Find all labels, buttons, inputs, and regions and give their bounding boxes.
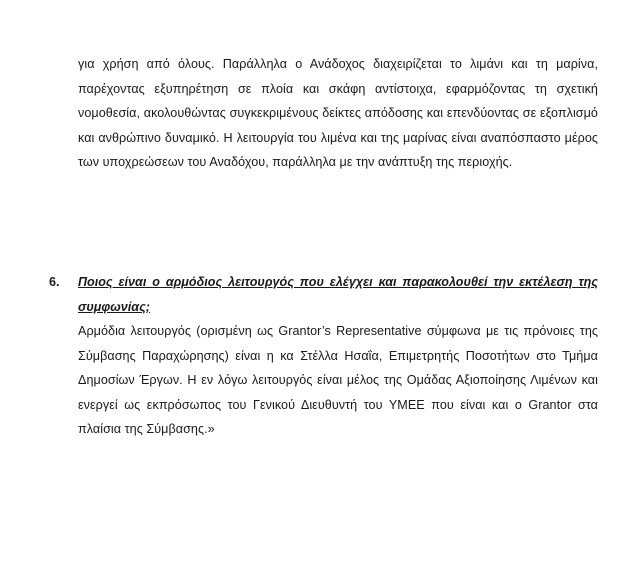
item-number: 6. xyxy=(49,275,60,289)
intro-paragraph: για χρήση από όλους. Παράλληλα ο Ανάδοχος διαχειρίζεται το λιμάνι και τη μαρίνα, παρέχοντας εξυπηρέτηση σε πλοία και σκάφη αντίστοιχα, εφαρμόζοντας τη σχετική νομοθεσία, ακολουθώντας συγκεκριμένους δείκτες απόδοσης και επενδύοντας σε εξοπλισμό και ανθρώπινο δυναμικό. Η λειτουργία του λιμένα και της μαρίνας είναι αναπόσπαστο μέρος των υποχρεώσεων του Αναδόχου, παράλληλα με την ανάπτυξη της περιοχής. xyxy=(78,57,598,170)
answer-paragraph: Αρμόδια λειτουργός (ορισμένη ως Grantor’s Representative σύμφωνα με τις πρόνοιες της Σύμβασης Παραχώρησης) είναι η κα Στέλλα Ησαΐα, Επιμετρητής Ποσοτήτων στο Τμήμα Δημοσίων Έργων. Η εν λόγω λειτουργός είναι μέλος της Ομάδας Αξιοποίησης Λιμένων και ενεργεί ως εκπρόσωπος του Γενικού Διευθυντή του ΥΜΕΕ που είναι και ο Grantor στα πλαίσια της Σύμβασης.» xyxy=(78,324,598,437)
item-heading: Ποιος είναι ο αρμόδιος λειτουργός που ελέγχει και παρακολουθεί την εκτέλεση της συμφωνίας; xyxy=(78,275,598,314)
